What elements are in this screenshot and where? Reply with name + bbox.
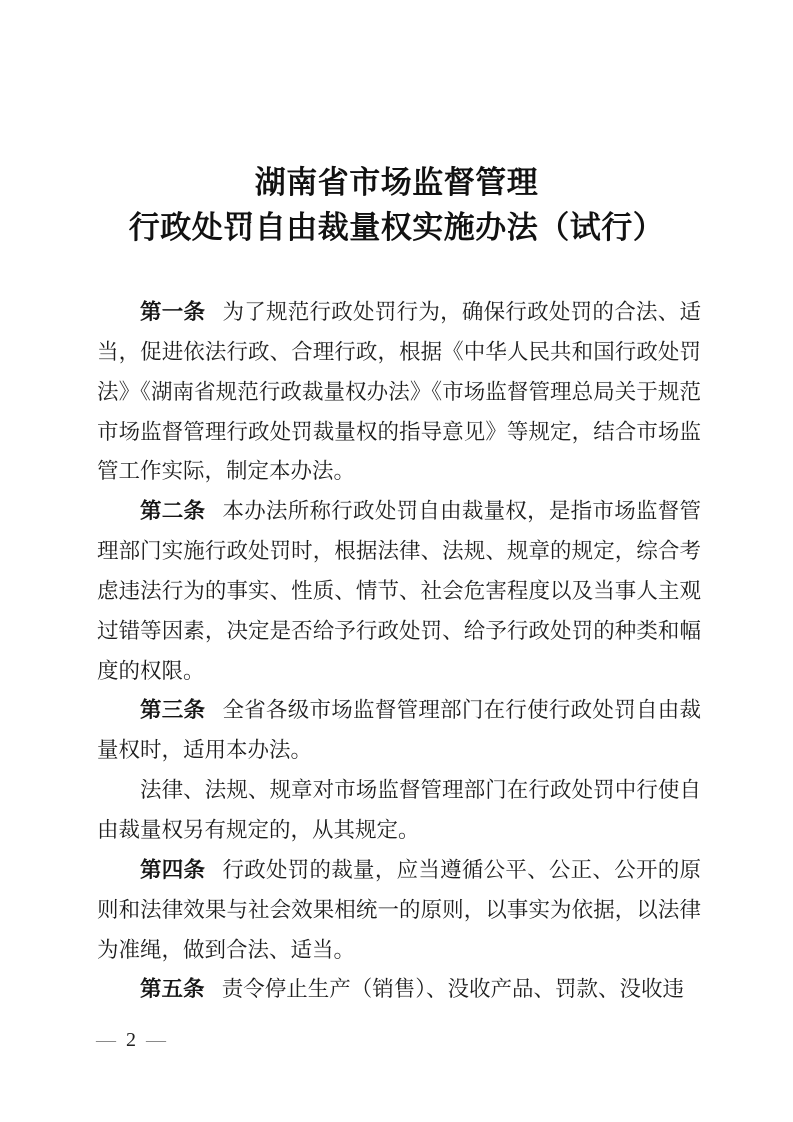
paragraph-text: 行政处罚的裁量，应当遵循公平、公正、公开的原则和法律效果与社会效果相统一的原则，以事实为依据，以法律为准绳，做到合法、适当。 [97, 857, 701, 962]
paragraph-text: 责令停止生产（销售）、没收产品、罚款、没收违 [221, 977, 684, 1002]
footer-left-dash: — [96, 1029, 116, 1051]
document-title-line-1: 湖南省市场监督管理 [254, 165, 539, 200]
paragraph-text: 全省各级市场监督管理部门在行使行政处罚自由裁量权时，适用本办法。 [97, 698, 701, 763]
document-body [97, 293, 701, 1010]
paragraph-article-1 [97, 293, 701, 492]
article-marker: 第二条 [140, 499, 206, 524]
paragraph-article-5 [97, 970, 701, 1010]
paragraph-text: 本办法所称行政处罚自由裁量权，是指市场监督管理部门实施行政处罚时，根据法律、法规、规章的规定，综合考虑违法行为的事实、性质、情节、社会危害程度以及当事人主观过错等因素，决定是否给予行政处罚、给予行政处罚的种类和幅度的权限。 [97, 499, 701, 683]
paragraph-text: 为了规范行政处罚行为，确保行政处罚的合法、适当，促进依法行政、合理行政，根据《中华人民共和国行政处罚法》《湖南省规范行政裁量权办法》《市场监督管理总局关于规范市场监督管理行政处罚裁量权的指导意见》等规定，结合市场监管工作实际，制定本办法。 [97, 300, 701, 484]
article-marker: 第三条 [140, 698, 206, 723]
paragraph-article-3 [97, 691, 701, 771]
footer-right-dash: — [146, 1029, 166, 1051]
paragraph-article-3-continuation [97, 771, 701, 851]
paragraph-article-2 [97, 492, 701, 691]
article-marker: 第四条 [140, 857, 206, 882]
document-title-line-2: 行政处罚自由裁量权实施办法（试行） [128, 210, 665, 245]
paragraph-text: 法律、法规、规章对市场监督管理部门在行政处罚中行使自由裁量权另有规定的，从其规定。 [97, 778, 701, 842]
page-footer [96, 1028, 166, 1052]
page-number: 2 [126, 1029, 136, 1051]
article-marker: 第五条 [140, 977, 205, 1002]
document-title [0, 160, 793, 250]
article-marker: 第一条 [140, 300, 206, 324]
paragraph-article-4 [97, 851, 701, 971]
